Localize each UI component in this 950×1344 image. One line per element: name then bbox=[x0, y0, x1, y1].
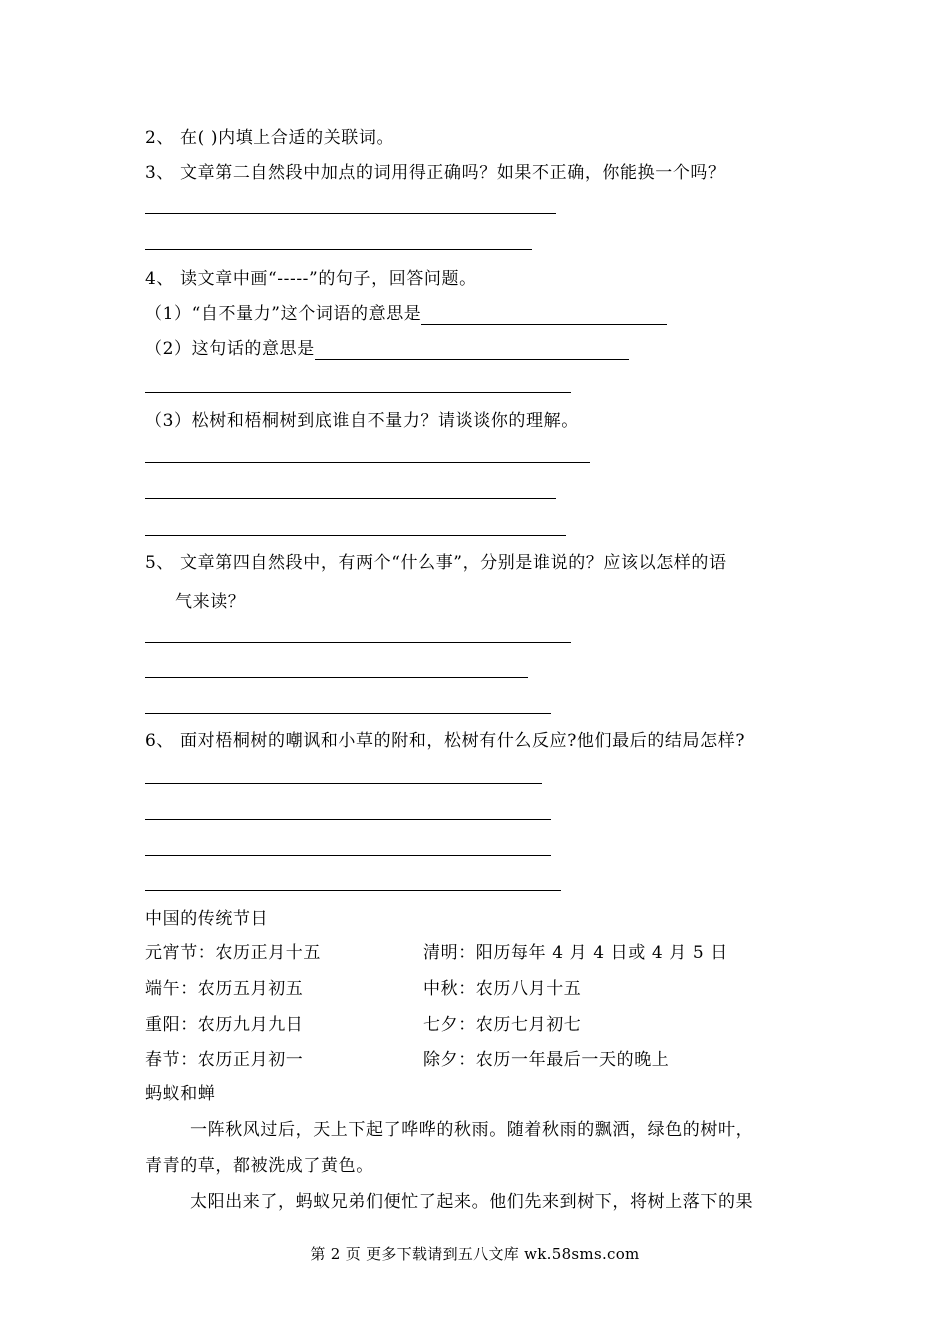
question-2: 2、 在( )内填上合适的关联词。 bbox=[145, 128, 395, 148]
festival-right: 中秋：农历八月十五 bbox=[423, 979, 582, 999]
story-paragraph-2: 太阳出来了，蚂蚁兄弟们便忙了起来。他们先来到树下，将树上落下的果 bbox=[190, 1192, 754, 1212]
answer-line bbox=[145, 642, 571, 643]
question-5: 5、 文章第四自然段中，有两个“什么事”，分别是谁说的？应该以怎样的语 bbox=[145, 553, 727, 573]
festivals-title: 中国的传统节日 bbox=[145, 909, 269, 929]
answer-line bbox=[145, 213, 556, 214]
answer-blank bbox=[421, 304, 667, 325]
answer-line bbox=[145, 855, 551, 856]
answer-line bbox=[145, 819, 551, 820]
answer-line bbox=[145, 890, 561, 891]
festival-left: 春节：农历正月初一 bbox=[145, 1050, 304, 1070]
answer-line bbox=[145, 713, 551, 714]
question-4-1 bbox=[145, 303, 667, 325]
festival-right: 除夕：农历一年最后一天的晚上 bbox=[423, 1050, 670, 1070]
festival-left: 端午：农历五月初五 bbox=[145, 979, 304, 999]
question-4-2 bbox=[145, 338, 629, 360]
answer-line bbox=[145, 249, 532, 250]
answer-line bbox=[145, 783, 542, 784]
festival-right: 清明：阳历每年 4 月 4 日或 4 月 5 日 bbox=[423, 943, 728, 963]
question-6: 6、 面对梧桐树的嘲讽和小草的附和，松树有什么反应?他们最后的结局怎样? bbox=[145, 731, 746, 751]
question-5-cont: 气来读？ bbox=[175, 592, 246, 612]
answer-line bbox=[145, 535, 566, 536]
question-4-1-text: （1）“自不量力”这个词语的意思是 bbox=[145, 304, 422, 324]
page-footer: 第 2 页 更多下载请到五八文库 wk.58sms.com bbox=[310, 1245, 640, 1263]
question-4: 4、 读文章中画“-----”的句子，回答问题。 bbox=[145, 269, 477, 289]
story-paragraph-1: 一阵秋风过后，天上下起了哗哗的秋雨。随着秋雨的飘洒，绿色的树叶， bbox=[190, 1120, 754, 1140]
answer-line bbox=[145, 498, 556, 499]
answer-line bbox=[145, 677, 528, 678]
festival-left: 元宵节：农历正月十五 bbox=[145, 943, 321, 963]
question-4-3: （3）松树和梧桐树到底谁自不量力？请谈谈你的理解。 bbox=[145, 411, 579, 431]
story-paragraph-1-cont: 青青的草，都被洗成了黄色。 bbox=[145, 1156, 374, 1176]
answer-blank bbox=[315, 339, 629, 360]
question-3: 3、 文章第二自然段中加点的词用得正确吗？如果不正确，你能换一个吗？ bbox=[145, 163, 726, 183]
festival-left: 重阳：农历九月九日 bbox=[145, 1015, 304, 1035]
festival-right: 七夕：农历七月初七 bbox=[423, 1015, 582, 1035]
answer-line bbox=[145, 392, 571, 393]
question-4-2-text: （2）这句话的意思是 bbox=[145, 339, 315, 359]
story-title: 蚂蚁和蝉 bbox=[145, 1084, 216, 1104]
answer-line bbox=[145, 462, 590, 463]
